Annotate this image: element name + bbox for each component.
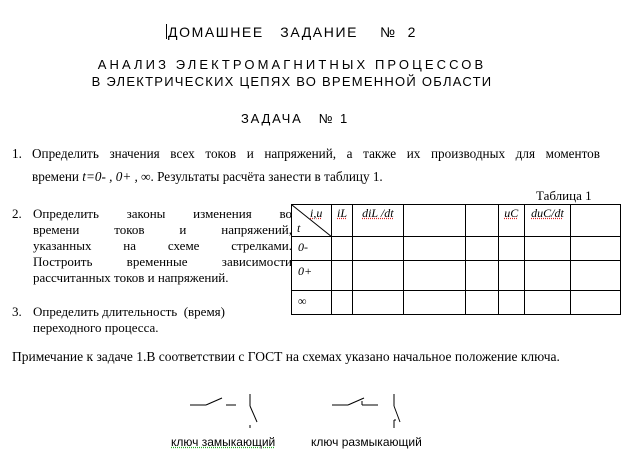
col-header	[498, 205, 524, 237]
opening-switch-symbol	[330, 392, 420, 428]
subtitle-line-2: В ЭЛЕКТРИЧЕСКИХ ЦЕПЯХ ВО ВРЕМЕННОЙ ОБЛАСТИ	[91, 74, 493, 89]
table-cell	[524, 237, 571, 261]
note-text: Примечание к задаче 1.В соответствии с ГОСТ на схемах указано начальное положение ключа.	[12, 349, 560, 364]
row-label: 0-	[292, 237, 332, 261]
table-row	[292, 261, 621, 291]
table-cell	[332, 237, 353, 261]
col-header	[524, 205, 571, 237]
col-header-text: diL /dt	[362, 206, 394, 220]
closing-switch-label: ключ замыкающий	[171, 435, 276, 449]
col-header	[353, 205, 404, 237]
col-header	[403, 205, 466, 237]
table-caption: Таблица 1	[536, 188, 592, 203]
item-3-number: 3.	[12, 304, 22, 319]
table-cell	[466, 237, 498, 261]
table-diagonal-header	[292, 205, 332, 237]
row-label: 0+	[292, 261, 332, 291]
col-header	[332, 205, 353, 237]
table-row	[292, 291, 621, 315]
table-cell	[571, 237, 621, 261]
homework-title: ДОМАШНЕЕ ЗАДАНИЕ № 2	[168, 24, 417, 40]
item-2-line: Определить законы изменения во	[33, 206, 292, 221]
table-cell	[332, 291, 353, 315]
table-header-row	[292, 205, 621, 237]
table-cell	[332, 261, 353, 291]
task-title: ЗАДАЧА № 1	[241, 111, 349, 126]
closing-switch-symbol	[188, 392, 278, 428]
table-cell	[571, 261, 621, 291]
item-1-number: 1.	[12, 146, 22, 161]
item-2-line: рассчитанных токов и напряжений.	[33, 270, 229, 285]
table-cell	[466, 261, 498, 291]
results-table	[291, 204, 621, 315]
col-header-text: duC/dt	[531, 206, 564, 220]
item-1-line-2	[32, 169, 383, 185]
diag-top-label: i,u	[310, 206, 323, 220]
item-1-times: t=0- , 0+ , ∞	[82, 169, 151, 184]
item-2-number: 2.	[12, 206, 22, 221]
item-2-line: времени токов и напряжений,	[33, 222, 292, 237]
item-1-prefix: времени	[32, 169, 83, 184]
col-header	[571, 205, 621, 237]
table-cell	[353, 237, 404, 261]
item-3-line: переходного процесса.	[33, 320, 159, 335]
table-cell	[524, 291, 571, 315]
item-1-suffix: . Результаты расчёта занести в таблицу 1.	[150, 169, 383, 184]
table-cell	[571, 291, 621, 315]
subtitle-line-1: АНАЛИЗ ЭЛЕКТРОМАГНИТНЫХ ПРОЦЕССОВ	[97, 57, 487, 72]
table-cell	[403, 291, 466, 315]
table-cell	[466, 291, 498, 315]
table-cell	[498, 291, 524, 315]
diag-bottom-label: t	[297, 221, 301, 235]
item-2-line: Построить временные зависимости	[33, 254, 292, 269]
col-header	[466, 205, 498, 237]
table-cell	[353, 291, 404, 315]
col-header-text: uC	[504, 206, 519, 220]
item-3-line: Определить длительность (время)	[33, 304, 225, 319]
col-header-text: iL	[337, 206, 348, 220]
item-1-text: Определить значения всех токов и напряжений, а также их производных для моментов	[32, 146, 600, 161]
table-cell	[353, 261, 404, 291]
table-cell	[403, 237, 466, 261]
table-row	[292, 237, 621, 261]
table-cell	[498, 261, 524, 291]
table-cell	[524, 261, 571, 291]
row-label: ∞	[292, 291, 332, 315]
opening-switch-label: ключ размыкающий	[311, 435, 422, 449]
table-cell	[498, 237, 524, 261]
text-cursor	[166, 24, 167, 39]
item-2-line: указанных на схеме стрелками.	[33, 238, 292, 253]
table-cell	[403, 261, 466, 291]
